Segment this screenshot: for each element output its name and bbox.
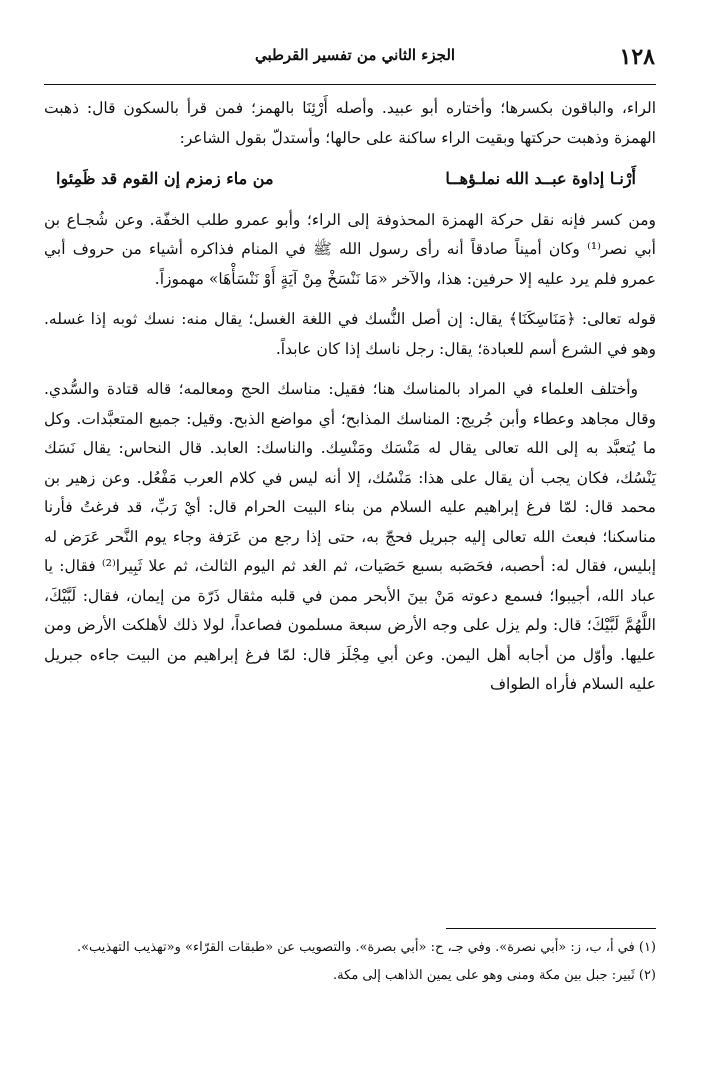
page-number: ١٢٨ bbox=[619, 44, 655, 70]
running-title: الجزء الثاني من تفسير القرطبي bbox=[254, 46, 456, 64]
paragraph-2: ومن كسر فإنه نقل حركة الهمزة المحذوفة إلى الراء؛ وأبو عمرو طلب الخفّة. وعن شُجـاع بن أبي نصر⁽¹⁾ وكان أميناً صادقاً أنه رأى رسول الله ﷺ في المنام فذاكره أشياء من حروف أبي عمرو فلم يرد عليه إلا حرفين: هذا، والآخر «مَا نَنْسَخْ مِنْ آيَةٍ أَوْ نَنْسَأْهَا» مهموزاً. bbox=[44, 210, 656, 288]
footnotes bbox=[44, 936, 656, 992]
poetry-verse bbox=[44, 164, 656, 194]
paragraph-3: قوله تعالى: ﴿مَنَاسِكَنَا﴾ يقال: إن أصل النُّسك في اللغة الغسل؛ يقال منه: نسك ثوبه إذا غسله. وهو في الشرع أسم للعبادة؛ يقال: رجل ناسك إذا كان عابداً. bbox=[44, 310, 656, 358]
main-text bbox=[44, 94, 656, 711]
header-rule bbox=[44, 84, 656, 85]
footnote-2: (٢) ثَبير: جبل بين مكة ومنى وهو على يمين الذاهب إلى مكة. bbox=[333, 968, 656, 983]
verse-first-hemistich: أَرْنـا إداوة عبــد الله نملـؤهــا bbox=[445, 169, 636, 188]
paragraph-1: الراء، والباقون بكسرها؛ وأختاره أبو عبيد. وأصله أَرْئِنَا بالهمز؛ فمن قرأ بالسكون قال: ذهبت الهمزة وذهبت حركتها وبقيت الراء ساكنة على حالها؛ وأستدلّ بقول الشاعر: bbox=[44, 99, 657, 147]
verse-second-hemistich: من ماء زمزم إن القوم قد ظَمِئوا bbox=[56, 169, 274, 188]
paragraph-4: وأختلف العلماء في المراد بالمناسك هنا؛ فقيل: مناسك الحج ومعالمه؛ قاله قتادة والسُّدي. وقال مجاهد وعطاء وأبن جُريج: المناسك المذابح؛ أي مواضع الذبح. وقيل: جميع المتعبَّدات. وكل ما يُتعبَّد به إلى الله تعالى يقال له مَنْسَك ومَنْسِك. والناسك: العابد. قال النحاس: يقال نَسَك يَنْسُك، فكان يجب أن يقال على هذا: مَنْسُك، إلا أنه ليس في كلام العرب مَفْعُل. وعن زهير بن محمد قال: لمّا فرغ إبراهيم عليه السلام من بناء البيت الحرام قال: أيْ رَبِّ، قد فرغتُ فأرنا مناسكنا؛ فبعث الله تعالى إليه جبريل فحجّ به، حتى إذا رجع من عَرَفة وجاء يوم النَّحر عَرَض له إبليس، فقال له: أحصبه، فحَصَبه بسبع حَصَيات، ثم الغد ثم اليوم الثالث، ثم علا ثَبِيرا⁽²⁾ فقال: يا عباد الله، أجيبوا؛ فسمع دعوته مَنْ بينَ الأبحر ممن في قلبه مثقال ذَرّة من إيمان، فقال: لَبَّيْكَ، اللَّهُمَّ لَبَّيْكَ؛ قال: ولم يزل على وجه الأرض سبعة مسلمون فصاعداً، لولا ذلك لأهلكت الأرض ومن عليها. وأوّل من أجابه أهل اليمن. وعن أبي مِجْلَز قال: لمّا فرغ إبراهيم من البيت جاءه جبريل عليه السلام فأراه الطواف bbox=[44, 380, 656, 693]
footnote-1: (١) في أ، ب، ز: «أبي نصرة». وفي جـ، ح: «أبي بصرة». والتصويب عن «طبقات القرّاء» و«تهذيب التهذيب». bbox=[76, 940, 656, 955]
footnote-rule bbox=[446, 928, 656, 929]
